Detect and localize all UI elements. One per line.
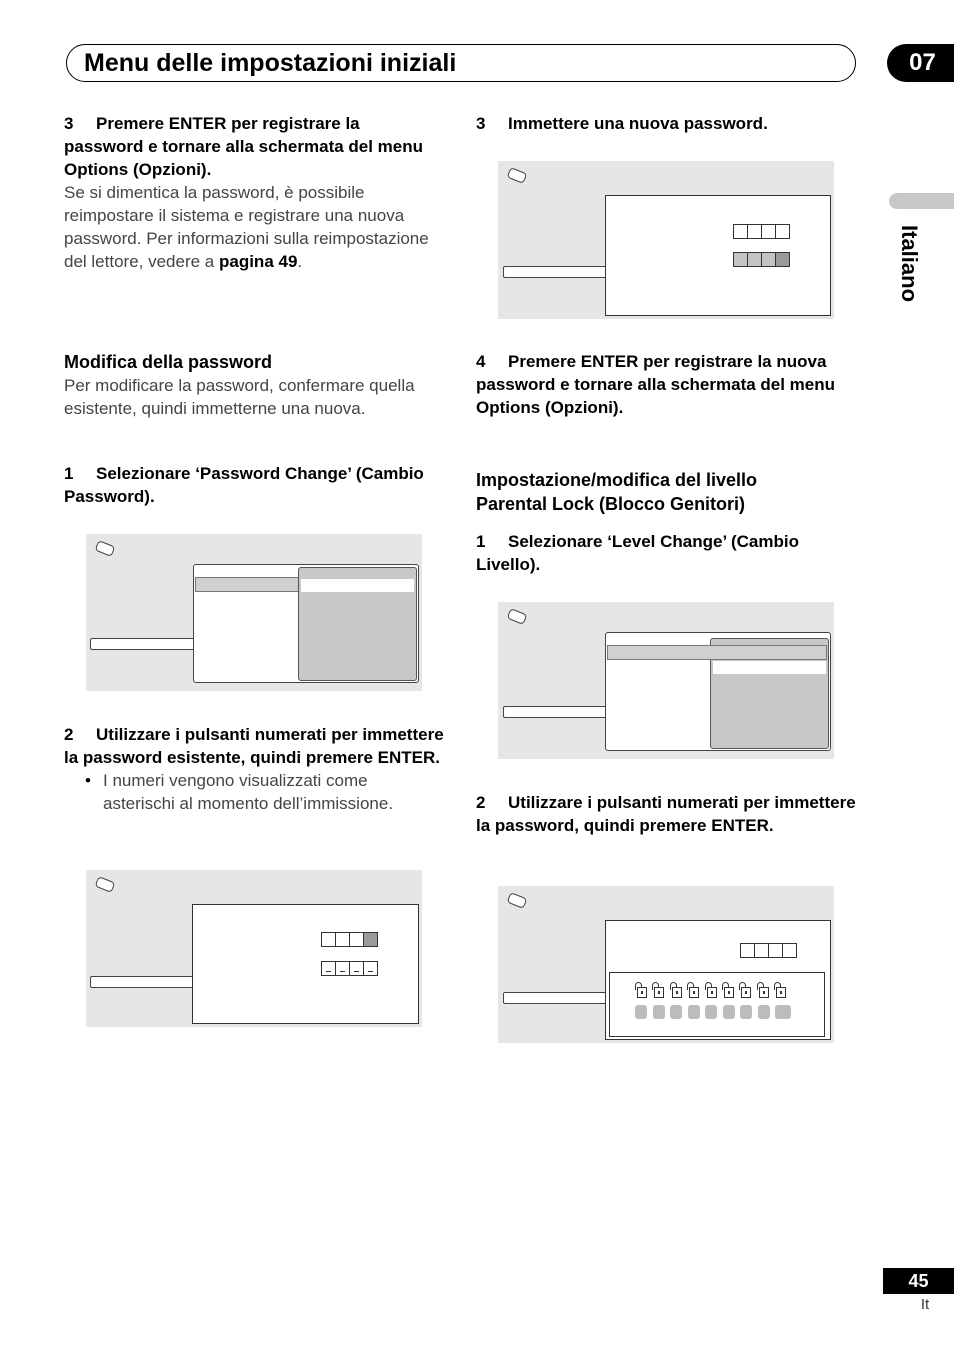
padlock-icon	[686, 982, 699, 998]
submenu-highlight	[713, 661, 826, 674]
screen-level-change	[498, 602, 834, 759]
padlock-icon	[721, 982, 734, 998]
padlock-icon	[651, 982, 664, 998]
lock-level-icons	[634, 982, 791, 998]
password-confirm-boxes	[322, 932, 378, 947]
padlock-icon	[738, 982, 751, 998]
left-step-1: 1 Selezionare ‘Password Change’ (Cambio Password).	[64, 464, 424, 506]
page-language-code: It	[920, 1296, 930, 1313]
right-step-3: 3 Immettere una nuova password.	[476, 114, 768, 133]
menu-bar	[503, 706, 613, 718]
menu-bar	[90, 976, 200, 988]
screen-lock-levels	[498, 886, 834, 1043]
language-label: Italiano	[897, 225, 922, 303]
padlock-icon	[704, 982, 717, 998]
disc-tag-icon	[507, 892, 528, 909]
parental-lock-heading: Impostazione/modifica del livello Parental Lock (Blocco Genitori)	[476, 470, 758, 514]
level-markers	[635, 1005, 797, 1019]
section-heading: Modifica della password	[64, 352, 273, 372]
right-step-4: 4 Premere ENTER per registrare la nuova password e tornare alla schermata del menu Options (Opzioni).	[476, 352, 836, 417]
password-input-boxes	[322, 961, 378, 976]
menu-bar	[90, 638, 200, 650]
left-step-2: 2 Utilizzare i pulsanti numerati per immettere la password esistente, quindi premere ENTER. • I numeri vengono visualizzati come asterischi al momento dell’immissione.	[64, 725, 444, 813]
screen-existing-password	[86, 870, 422, 1027]
left-step-3: 3 Premere ENTER per registrare la password e tornare alla schermata del menu Options (Opzioni). Se si dimentica la password, è possibile reimpostare il sistema e registrare una nuova password. Per informazioni sulla reimpostazione del lettore, vedere a pagina 49.	[64, 112, 434, 273]
menu-bar	[503, 266, 613, 278]
submenu-highlight	[301, 579, 414, 592]
screen-password-change	[86, 534, 422, 691]
padlock-icon	[756, 982, 769, 998]
page-title: Menu delle impostazioni iniziali	[84, 49, 457, 77]
password-boxes	[741, 943, 797, 958]
disc-tag-icon	[95, 540, 116, 557]
menu-selected-row	[607, 645, 827, 660]
section-body: Per modificare la password, confermare quella esistente, quindi immetterne una nuova.	[64, 376, 415, 418]
dialog-window	[192, 904, 419, 1024]
padlock-icon	[773, 982, 786, 998]
menu-bar	[503, 992, 613, 1004]
padlock-icon	[634, 982, 647, 998]
menu-selected-item	[195, 577, 299, 592]
confirm-password-boxes	[734, 252, 790, 267]
new-password-boxes	[734, 224, 790, 239]
padlock-icon	[669, 982, 682, 998]
password-change-section	[64, 350, 434, 420]
page-number: 45	[883, 1268, 954, 1294]
screen-new-password	[498, 161, 834, 319]
disc-tag-icon	[507, 167, 528, 184]
language-tab	[889, 193, 954, 209]
right-step-2: 2 Utilizzare i pulsanti numerati per immettere la password, quindi premere ENTER.	[476, 793, 856, 835]
disc-tag-icon	[507, 608, 528, 625]
bullet-note: • I numeri vengono visualizzati come asterischi al momento dell’immissione.	[85, 771, 394, 813]
chapter-badge: 07	[887, 44, 954, 82]
left-step-3-body: Se si dimentica la password, è possibile reimpostare il sistema e registrare una nuova password. Per informazioni sulla reimpostazione del lettore, vedere a pagina 49.	[64, 183, 429, 271]
disc-tag-icon	[95, 876, 116, 893]
dialog-window	[605, 195, 831, 316]
right-step-1: 1 Selezionare ‘Level Change’ (Cambio Livello).	[476, 532, 799, 574]
